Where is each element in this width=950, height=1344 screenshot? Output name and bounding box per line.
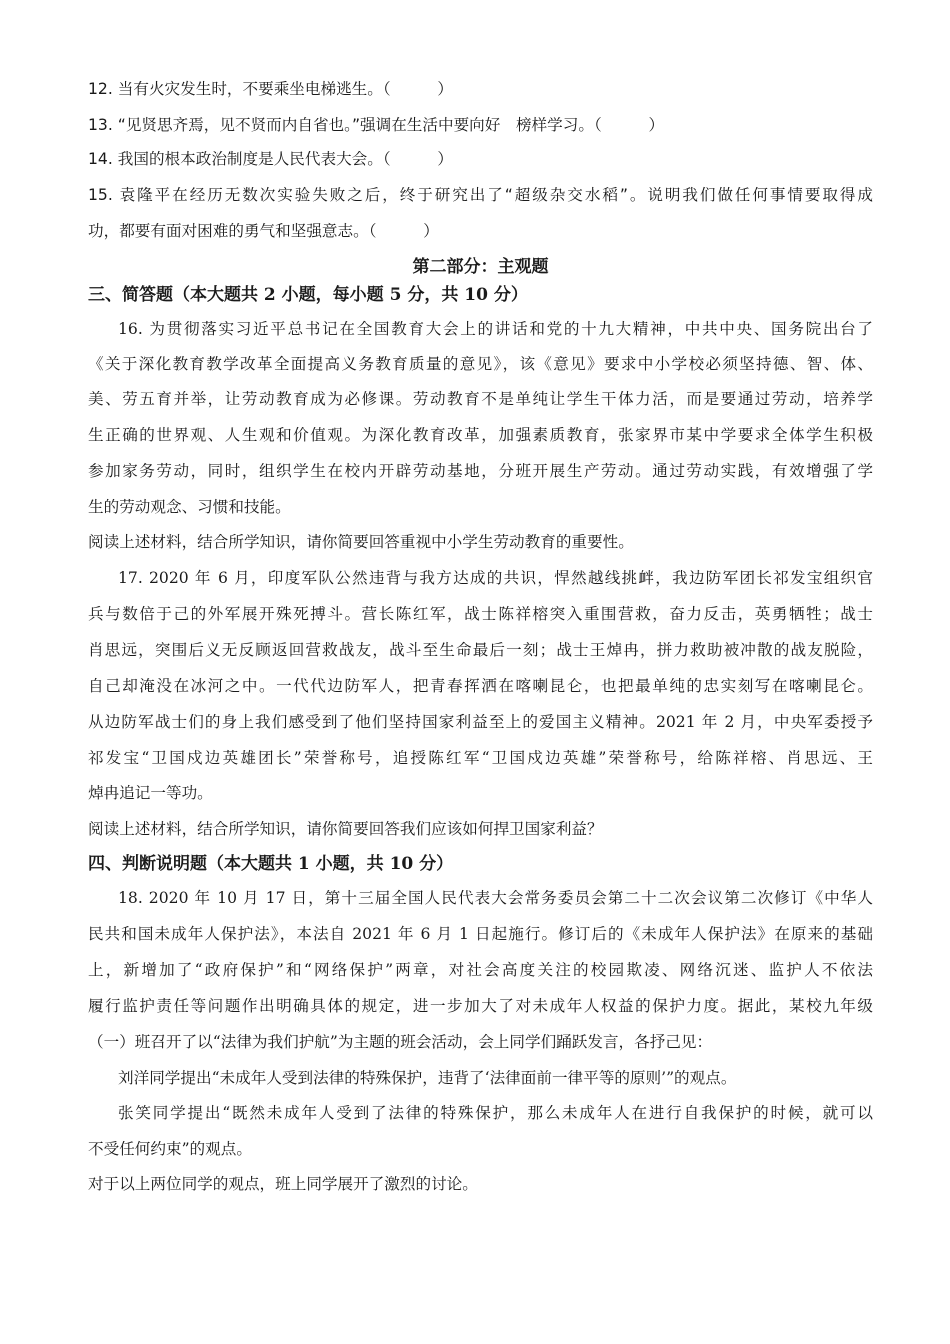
q17-line-7: 焯冉追记一等功。 (88, 784, 213, 802)
section-four-heading: 四、判断说明题（本大题共 1 小题，共 10 分） (88, 854, 454, 874)
q16-line-2: 《关于深化教育教学改革全面提高义务教育质量的意见》，该《意见》要求中小学校必须坚持德、智、体、 (88, 355, 873, 373)
q17-question: 阅读上述材料，结合所学知识，请你简要回答我们应该如何捍卫国家利益？ (88, 820, 603, 838)
q18-liu-view: 刘洋同学提出“未成年人受到法律的特殊保护，违背了‘法律面前一律平等的原则’”的观点。 (118, 1069, 737, 1087)
item-13: 13. “见贤思齐焉，见不贤而内自省也。”强调在生活中要向好 榜样学习。（ ） (88, 116, 665, 134)
q18-closing: 对于以上两位同学的观点，班上同学展开了激烈的讨论。 (88, 1175, 478, 1193)
section-three-heading: 三、简答题（本大题共 2 小题，每小题 5 分，共 10 分） (88, 285, 528, 305)
q18-line-4: 履行监护责任等问题作出明确具体的规定，进一步加大了对未成年人权益的保护力度。据此，某校九年级 (88, 997, 873, 1015)
item-12: 12. 当有火灾发生时，不要乘坐电梯逃生。（ ） (88, 80, 454, 98)
q18-zhang-view-2: 不受任何约束”的观点。 (88, 1140, 252, 1158)
item-14: 14. 我国的根本政治制度是人民代表大会。（ ） (88, 150, 454, 168)
q17-line-5: 从边防军战士们的身上我们感受到了他们坚持国家利益至上的爱国主义精神。2021 年 2 月，中央军委授予 (88, 713, 873, 731)
q16-line-4: 生正确的世界观、人生观和价值观。为深化教育改革，加强素质教育，张家界市某中学要求全体学生积极 (88, 426, 873, 444)
part-two-title: 第二部分：主观题 (412, 257, 549, 277)
q17-line-4: 自己却淹没在冰河之中。一代代边防军人，把青春挥洒在喀喇昆仑，也把最单纯的忠实刻写在喀喇昆仑。 (88, 677, 873, 695)
q17-line-2: 兵与数倍于己的外军展开殊死搏斗。营长陈红军，战士陈祥榕突入重围营救，奋力反击，英勇牺牲；战士 (88, 605, 873, 623)
q18-line-2: 民共和国未成年人保护法》，本法自 2021 年 6 月 1 日起施行。修订后的《未成年人保护法》在原来的基础 (88, 925, 874, 943)
q16-question: 阅读上述材料，结合所学知识，请你简要回答重视中小学生劳动教育的重要性。 (88, 533, 634, 551)
q16-line-5: 参加家务劳动，同时，组织学生在校内开辟劳动基地，分班开展生产劳动。通过劳动实践，有效增强了学 (88, 462, 873, 480)
q18-line-5: （一）班召开了以“法律为我们护航”为主题的班会活动，会上同学们踊跃发言，各抒己见： (88, 1033, 713, 1051)
item-15-line-2: 功，都要有面对困难的勇气和坚强意志。（ ） (88, 222, 439, 240)
q16-line-6: 生的劳动观念、习惯和技能。 (88, 498, 291, 516)
q18-line-1: 18. 2020 年 10 月 17 日，第十三届全国人民代表大会常务委员会第二十二次会议第二次修订《中华人 (118, 889, 873, 907)
q16-line-3: 美、劳五育并举，让劳动教育成为必修课。劳动教育不是单纯让学生干体力活，而是要通过劳动，培养学 (88, 390, 873, 408)
q16-line-1: 16. 为贯彻落实习近平总书记在全国教育大会上的讲话和党的十九大精神，中共中央、国务院出台了 (118, 320, 873, 338)
q17-line-3: 肖思远，突围后义无反顾返回营救战友，战斗至生命最后一刻；战士王焯冉，拼力救助被冲散的战友脱险， (88, 641, 873, 659)
q18-line-3: 上，新增加了“政府保护”和“网络保护”两章，对社会高度关注的校园欺凌、网络沉迷、监护人不依法 (88, 961, 873, 979)
item-15-line-1: 15. 袁隆平在经历无数次实验失败之后，终于研究出了“超级杂交水稻”。说明我们做任何事情要取得成 (88, 186, 873, 204)
q18-zhang-view-1: 张笑同学提出“既然未成年人受到了法律的特殊保护，那么未成年人在进行自我保护的时候，就可以 (118, 1104, 873, 1122)
q17-line-6: 祁发宝“卫国戍边英雄团长”荣誉称号，追授陈红军“卫国戍边英雄”荣誉称号，给陈祥榕、肖思远、王 (88, 749, 873, 767)
q17-line-1: 17. 2020 年 6 月，印度军队公然违背与我方达成的共识，悍然越线挑衅，我边防军团长祁发宝组织官 (118, 569, 873, 587)
